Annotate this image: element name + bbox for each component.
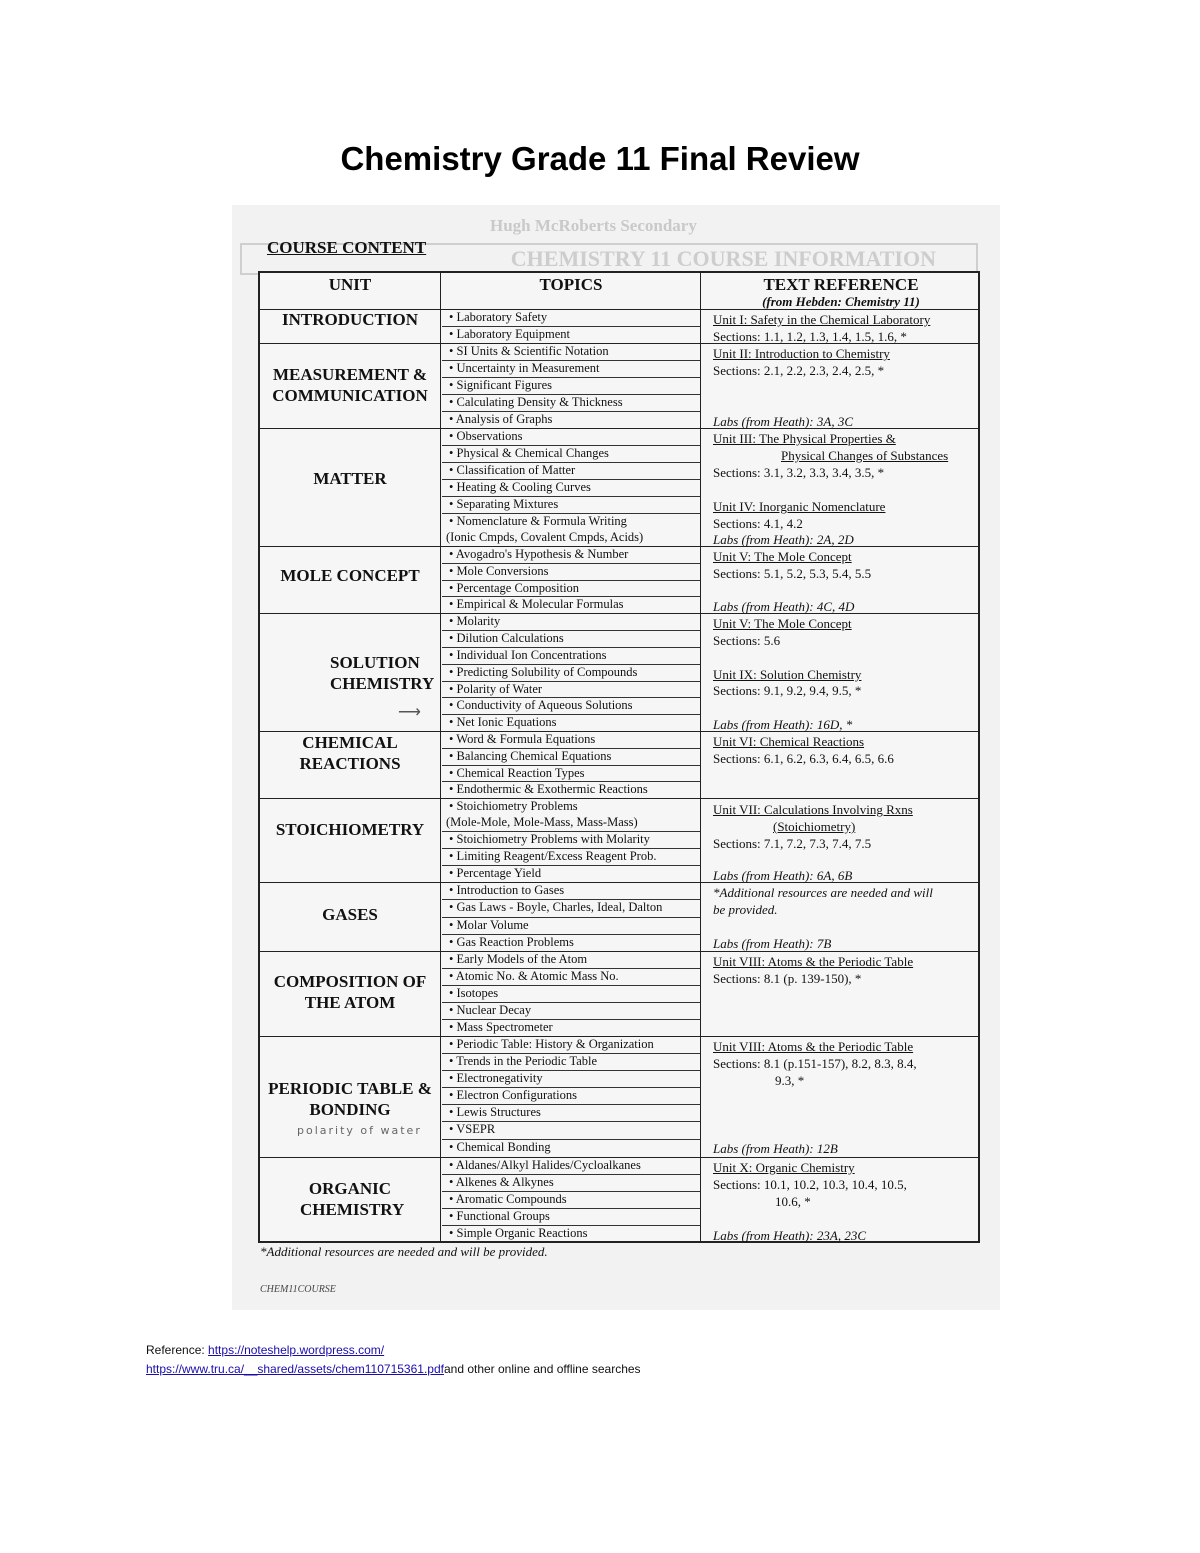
background-banner: CHEMISTRY 11 COURSE INFORMATION <box>240 243 978 275</box>
ref-line: Sections: 6.1, 6.2, 6.3, 6.4, 6.5, 6.6 <box>713 751 894 766</box>
section-divider <box>260 798 978 799</box>
topic-item: • Separating Mixtures <box>449 497 559 511</box>
topic-item: • Heating & Cooling Curves <box>449 480 591 494</box>
topic-item: • Avogadro's Hypothesis & Number <box>449 547 629 561</box>
topic-item: • Chemical Reaction Types <box>449 766 585 780</box>
unit-stoichiometry: STOICHIOMETRY <box>275 820 425 839</box>
topic-item: • Simple Organic Reactions <box>449 1226 588 1240</box>
topic-item: (Mole-Mole, Mole-Mass, Mass-Mass) <box>446 815 638 829</box>
topic-item: • Analysis of Graphs <box>449 412 553 426</box>
ref-line: Sections: 9.1, 9.2, 9.4, 9.5, * <box>713 683 862 698</box>
unit-measurement-communication: MEASUREMENT & COMMUNICATION <box>272 365 428 405</box>
topic-item: • Aldanes/Alkyl Halides/Cycloalkanes <box>449 1158 641 1172</box>
topic-item: • Calculating Density & Thickness <box>449 395 623 409</box>
topic-item: • Gas Laws - Boyle, Charles, Ideal, Dalton <box>449 900 663 914</box>
topic-item: • Electron Configurations <box>449 1088 577 1102</box>
ref-line: *Additional resources are needed and will <box>713 885 933 900</box>
topic-item: • Molar Volume <box>449 918 529 932</box>
topic-item: • Nomenclature & Formula Writing <box>449 514 627 528</box>
ref-line: Sections: 8.1 (p.151-157), 8.2, 8.3, 8.4, <box>713 1056 917 1071</box>
topic-item: • Endothermic & Exothermic Reactions <box>449 782 648 796</box>
topic-item: • Classification of Matter <box>449 463 576 477</box>
ref-line: Sections: 5.6 <box>713 633 781 648</box>
topic-item: • Chemical Bonding <box>449 1140 551 1154</box>
ref-line: Labs (from Heath): 2A, 2D <box>713 532 854 547</box>
topic-item: • VSEPR <box>449 1122 496 1136</box>
ref-line: Unit III: The Physical Properties & <box>713 431 896 446</box>
topic-item: • Introduction to Gases <box>449 883 565 897</box>
unit-introduction: INTRODUCTION <box>281 310 419 329</box>
ref-line: Sections: 1.1, 1.2, 1.3, 1.4, 1.5, 1.6, * <box>713 329 907 344</box>
unit-chemical-reactions: CHEMICAL REACTIONS <box>299 733 401 773</box>
topic-item: • Isotopes <box>449 986 499 1000</box>
ref-line: Physical Changes of Substances <box>781 448 949 463</box>
ref-line: Labs (from Heath): 7B <box>713 936 832 951</box>
footnote: *Additional resources are needed and will be provided. <box>260 1244 548 1259</box>
ref-line: Sections: 2.1, 2.2, 2.3, 2.4, 2.5, * <box>713 363 885 378</box>
topic-item: • Stoichiometry Problems with Molarity <box>449 832 650 846</box>
reference-tail: and other online and offline searches <box>443 1362 641 1376</box>
header-reference-source: (from Hebden: Chemistry 11) <box>762 294 920 309</box>
ref-line: 10.6, * <box>775 1194 811 1209</box>
arrow-icon: ⟶ <box>398 704 421 721</box>
ref-line: 9.3, * <box>775 1073 805 1088</box>
topic-item: • Laboratory Equipment <box>449 327 571 341</box>
course-table <box>258 271 980 1243</box>
ref-line: Unit II: Introduction to Chemistry <box>713 346 890 361</box>
ref-line: Unit IX: Solution Chemistry <box>713 667 862 682</box>
ref-line: Sections: 8.1 (p. 139-150), * <box>713 971 862 986</box>
ref-line: Labs (from Heath): 12B <box>713 1141 838 1156</box>
topic-item: • Laboratory Safety <box>449 310 548 324</box>
header-unit: UNIT <box>328 275 372 294</box>
topic-item: • Atomic No. & Atomic Mass No. <box>449 969 619 983</box>
unit-composition-of-the-atom: COMPOSITION OF THE ATOM <box>273 972 427 1012</box>
topic-item: • Mass Spectrometer <box>449 1020 553 1034</box>
topic-item: • Percentage Yield <box>449 866 542 880</box>
section-divider <box>260 951 978 952</box>
topic-item: • SI Units & Scientific Notation <box>449 344 609 358</box>
ref-line: (Stoichiometry) <box>773 819 856 834</box>
reference-line-2 <box>146 1362 641 1376</box>
topic-item: • Aromatic Compounds <box>449 1192 567 1206</box>
topic-item: • Polarity of Water <box>449 682 543 696</box>
header-topics: TOPICS <box>539 275 603 294</box>
document-code: CHEM11COURSE <box>260 1284 336 1295</box>
ref-line: Labs (from Heath): 6A, 6B <box>713 868 853 883</box>
topic-item: • Conductivity of Aqueous Solutions <box>449 698 633 712</box>
reference-line <box>146 1343 384 1357</box>
header-text-reference: TEXT REFERENCE <box>763 275 919 294</box>
ref-line: Unit VIII: Atoms & the Periodic Table <box>713 954 914 969</box>
topic-item: • Stoichiometry Problems <box>449 799 578 813</box>
topic-item: • Mole Conversions <box>449 564 549 578</box>
ref-line: Unit V: The Mole Concept <box>713 549 852 564</box>
topic-item: • Electronegativity <box>449 1071 543 1085</box>
ref-line: Labs (from Heath): 23A, 23C <box>713 1228 866 1243</box>
topic-item: • Gas Reaction Problems <box>449 935 574 949</box>
section-divider <box>260 882 978 883</box>
ref-line: Sections: 4.1, 4.2 <box>713 516 803 531</box>
topic-item: • Word & Formula Equations <box>449 732 596 746</box>
topic-item: • Uncertainty in Measurement <box>449 361 600 375</box>
topic-item: • Observations <box>449 429 523 443</box>
topic-item: • Empirical & Molecular Formulas <box>449 597 624 611</box>
ref-line: Sections: 3.1, 3.2, 3.3, 3.4, 3.5, * <box>713 465 885 480</box>
topic-item: • Net Ionic Equations <box>449 715 557 729</box>
unit-organic-chemistry: ORGANIC CHEMISTRY <box>300 1179 405 1219</box>
unit-periodic-table-bonding: PERIODIC TABLE & BONDING <box>268 1079 432 1119</box>
section-divider <box>260 613 978 614</box>
topic-item: • Molarity <box>449 614 501 628</box>
topic-item: • Significant Figures <box>449 378 552 392</box>
topic-item: • Dilution Calculations <box>449 631 564 645</box>
reference-label: Reference: <box>146 1343 209 1357</box>
ref-line: Unit VII: Calculations Involving Rxns <box>713 802 913 817</box>
topic-item: • Physical & Chemical Changes <box>449 446 609 460</box>
ref-line: be provided. <box>713 902 778 917</box>
ref-line: Unit V: The Mole Concept <box>713 616 852 631</box>
column-divider <box>440 273 441 1241</box>
topic-item: • Alkenes & Alkynes <box>449 1175 554 1189</box>
topic-item: • Percentage Composition <box>449 581 580 595</box>
topic-item: • Functional Groups <box>449 1209 550 1223</box>
topic-item: • Individual Ion Concentrations <box>449 648 607 662</box>
topic-item: • Early Models of the Atom <box>449 952 588 966</box>
ref-line: Unit VI: Chemical Reactions <box>713 734 865 749</box>
unit-gases: GASES <box>322 905 378 924</box>
unit-solution-chemistry: SOLUTION CHEMISTRY <box>330 653 435 693</box>
topic-item: (Ionic Cmpds, Covalent Cmpds, Acids) <box>446 530 644 544</box>
ref-line: Labs (from Heath): 16D, * <box>713 717 853 732</box>
ref-line: Unit IV: Inorganic Nomenclature <box>713 499 886 514</box>
ref-line: Sections: 5.1, 5.2, 5.3, 5.4, 5.5 <box>713 566 872 581</box>
section-divider <box>260 428 978 429</box>
topic-item: • Lewis Structures <box>449 1105 541 1119</box>
column-divider <box>700 273 701 1241</box>
course-content-heading: COURSE CONTENT <box>267 238 427 257</box>
handwritten-note: polarity of water <box>297 1124 422 1137</box>
ref-line: Labs (from Heath): 4C, 4D <box>713 599 855 614</box>
reference-link-noteshelp[interactable]: https://noteshelp.wordpress.com/ <box>208 1343 385 1357</box>
ref-line: Labs (from Heath): 3A, 3C <box>713 414 853 429</box>
ref-line: Unit I: Safety in the Chemical Laboratory <box>713 312 931 327</box>
reference-link-tru[interactable]: https://www.tru.ca/__shared/assets/chem110715361.pdf <box>146 1362 444 1376</box>
topic-item: • Balancing Chemical Equations <box>449 749 612 763</box>
ref-line: Sections: 7.1, 7.2, 7.3, 7.4, 7.5 <box>713 836 872 851</box>
topic-item: • Periodic Table: History & Organization <box>449 1037 654 1051</box>
ref-line: Unit VIII: Atoms & the Periodic Table <box>713 1039 914 1054</box>
unit-mole-concept: MOLE CONCEPT <box>280 566 420 585</box>
topic-item: • Limiting Reagent/Excess Reagent Prob. <box>449 849 657 863</box>
topic-item: • Trends in the Periodic Table <box>449 1054 598 1068</box>
topic-item: • Nuclear Decay <box>449 1003 532 1017</box>
page-title: Chemistry Grade 11 Final Review <box>340 140 860 177</box>
ref-line: Sections: 10.1, 10.2, 10.3, 10.4, 10.5, <box>713 1177 907 1192</box>
topic-item: • Predicting Solubility of Compounds <box>449 665 638 679</box>
unit-matter: MATTER <box>313 469 387 488</box>
background-school-name: Hugh McRoberts Secondary <box>490 216 697 235</box>
ref-line: Unit X: Organic Chemistry <box>713 1160 855 1175</box>
